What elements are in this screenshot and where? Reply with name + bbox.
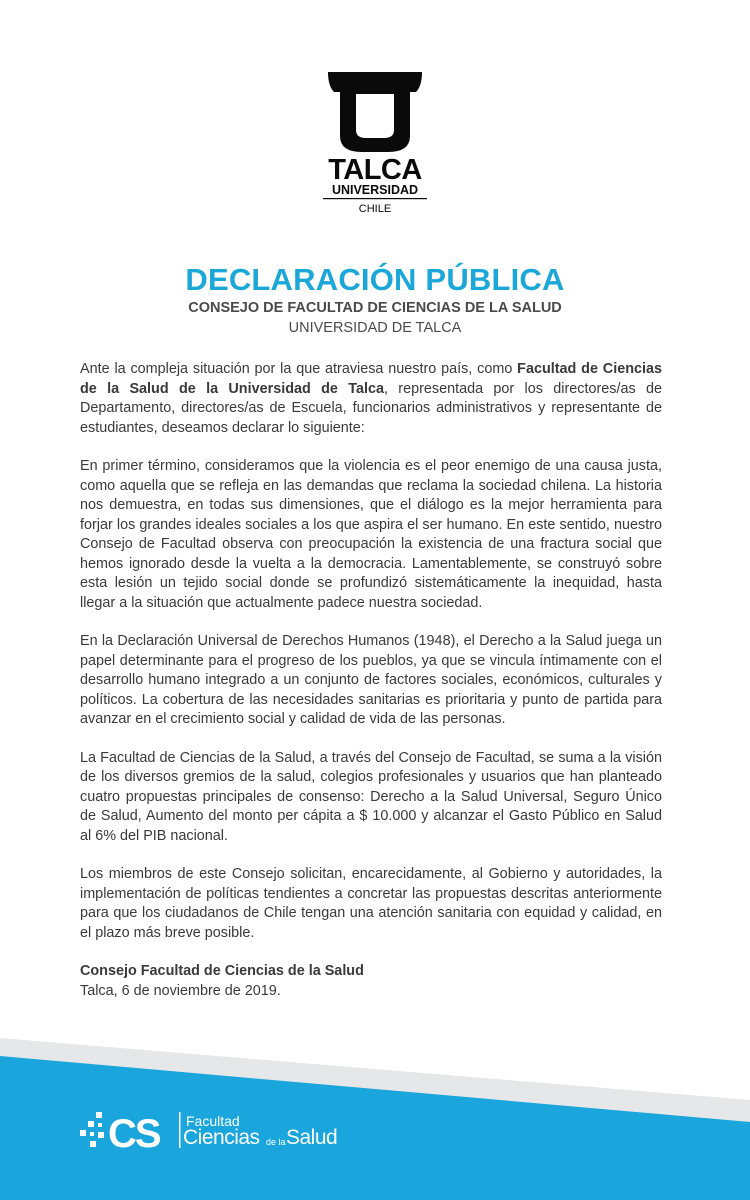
pixel-dots-icon — [80, 1112, 104, 1147]
paragraph-1-intro: Ante la compleja situación por la que atraviesa nuestro país, como — [80, 361, 518, 377]
universidad-talca-logo — [318, 72, 432, 216]
brand-salud-label: Salud — [286, 1126, 338, 1149]
logo-universidad-text: UNIVERSIDAD — [331, 183, 419, 197]
paragraph-1-faculty: Facultad de Ciencias de la Salud de la Universidad de Talca — [80, 361, 662, 397]
brand-ciencias-label: Ciencias — [183, 1126, 260, 1149]
cs-monogram: CS — [108, 1112, 160, 1152]
talca-emblem-icon — [328, 72, 422, 152]
logo-chile-text: CHILE — [358, 203, 392, 215]
signature-place-date: Talca, 6 de noviembre de 2019. — [80, 982, 281, 999]
signature-name: Consejo Facultad de Ciencias de la Salud — [80, 963, 364, 979]
paragraph-3: En la Declaración Universal de Derechos Humanos (1948), el Derecho a la Salud juega un papel determinante para el progreso de los pueblos, ya que se vincula íntimamente con el desarrollo humano integrado a un conjunto de factores sociales, económicos, culturales y políticos. La cobertura de las necesidades sanitarias es prioritaria y punto de partida para avanzar en el crecimiento social y calidad de vida de las personas. — [80, 633, 662, 727]
brand-divider — [179, 1112, 181, 1148]
logo-talca-text: TALCA — [328, 154, 422, 186]
brand-dela-label: de la — [266, 1137, 286, 1147]
logo-divider — [323, 198, 427, 199]
document-institution: UNIVERSIDAD DE TALCA — [288, 320, 462, 336]
paragraph-1-rest: , representada por los directores/as de Departamento, directores/as de Escuela, funcionarios administrativos y representante de estudiantes, deseamos declarar lo siguiente: — [80, 380, 662, 436]
paragraph-4: La Facultad de Ciencias de la Salud, a través del Consejo de Facultad, se suma a la visión de los diversos gremios de la salud, colegios profesionales y usuarios que han planteado cuatro propuestas principales de consenso: Derecho a la Salud Universal, Seguro Único de Salud, Aumento del monto per cápita a $ 10.000 y alcanzar el Gasto Público en Salud al 6% del PIB nacional. — [80, 749, 662, 844]
paragraph-1 — [80, 360, 662, 438]
document-subtitle: CONSEJO DE FACULTAD DE CIENCIAS DE LA SALUD — [188, 300, 562, 316]
signature-block — [80, 962, 662, 1001]
document-title: DECLARACIÓN PÚBLICA — [185, 262, 565, 297]
paragraph-2: En primer término, consideramos que la violencia es el peor enemigo de una causa justa, como aquella que se refleja en las demandas que reclama la sociedad chilena. La historia nos demuestra, en todas sus dimensiones, que el diálogo es la mejor herramienta para forjar los grandes ideales sociales a los que aspira el ser humano. En este sentido, nuestro Consejo de Facultad observa con preocupación la existencia de una fractura social que hemos ignorado desde la vuelta a la democracia. Lamentablemente, se construyó sobre esta lesión un tejido social donde se profundizó sistemáticamente la inequidad, hasta llegar a la situación que actualmente padece nuestra sociedad. — [80, 458, 662, 611]
declaration-body — [80, 360, 662, 1001]
brand-facultad-label: Facultad — [186, 1113, 240, 1129]
paragraph-5: Los miembros de este Consejo solicitan, encarecidamente, al Gobierno y autoridades, la implementación de políticas tendientes a concretar las propuestas descritas anteriormente para que los ciudadanos de Chile tengan una atención sanitaria con equidad y calidad, en el plazo más breve posible. — [80, 866, 662, 941]
